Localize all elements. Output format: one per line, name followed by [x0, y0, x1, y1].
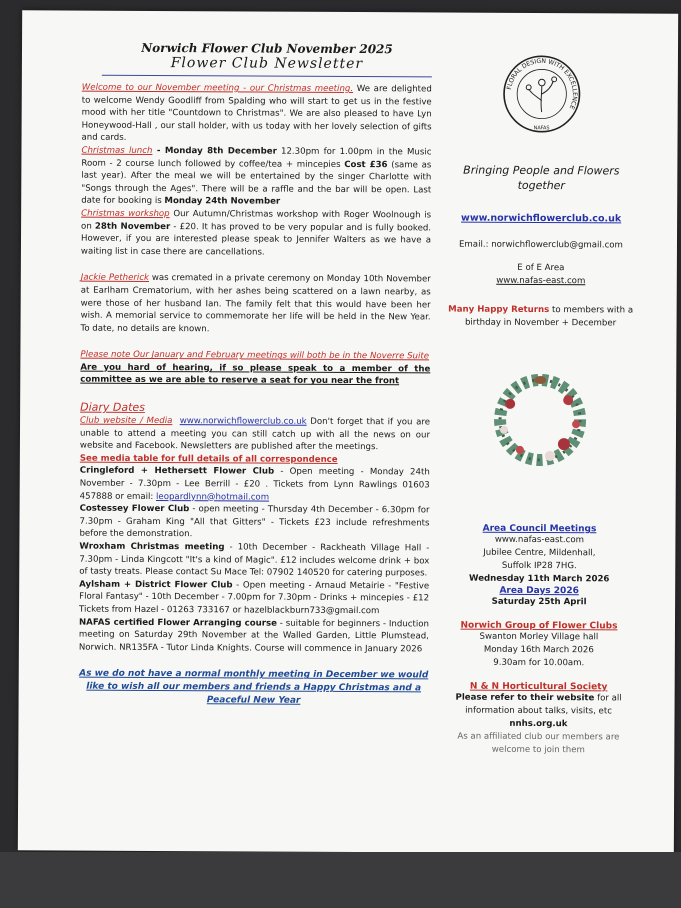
area-council-date: Wednesday 11th March 2026: [469, 573, 610, 585]
media-text: Don't forget that if you are unable to attend a meeting you can still catch up with all the news on our website and Facebook. Newsletters are published after the meetings.: [79, 416, 431, 453]
lunch-text1: 12.30pm for 1.00pm in the Music Room - 2 course lunch followed by coffee/tea + mincepies: [81, 146, 432, 170]
lunch-deadline: Monday 24th November: [164, 196, 281, 207]
website-link[interactable]: www.norwichflowerclub.co.uk: [179, 416, 307, 427]
workshop-paragraph: [81, 208, 431, 260]
area-council-heading: Area Council Meetings: [482, 523, 597, 535]
club-month-title: Norwich Flower Club November 2025: [141, 40, 393, 57]
suite-notice: Please note Our January and February meetings will both be in the Noverre Suite: [80, 349, 430, 362]
event-item: Aylsham + District Flower Club - Open meeting - Arnaud Metairie - "Festive Floral Fantasy" - 10th December - 7.00pm for 7.30pm - Drinks + mincepies - £12 Tickets from Hazel - 01263 733167 or hazelblackburn733@gmail.com: [79, 579, 430, 617]
area-days-heading: Area Days 2026: [499, 585, 579, 597]
area-days-date: Saturday 25th April: [491, 596, 587, 608]
area-council-venue1: Jubilee Centre, Mildenhall,: [483, 547, 596, 559]
logo-bottom-text: NAFAS: [533, 125, 550, 132]
event-item: Costessey Flower Club - open meeting - Thursday 4th December - 6.30pm for 7.30pm - Graham King "All that Gitters" - Tickets £23 include refreshments before the demonstration.: [79, 503, 430, 540]
closing-message: As we do not have a normal monthly meeting in December we would like to wish all our members and friends a Happy Christmas and a Peaceful New Year: [79, 668, 429, 707]
lunch-date: - Monday 8th December: [152, 145, 277, 157]
right-column: [438, 52, 642, 757]
intro-text: We are delighted to welcome Wendy Goodliff from Spalding who will start to get us in the festive mood with her title "Countdown to Christmas". We are also pleased to have Lyn Honeywood-Hall , our stall holder, with us today with her lovely selection of gifts and cards.: [81, 84, 432, 144]
nafas-logo: [501, 53, 583, 135]
hort-heading: N & N Horticultural Society: [469, 681, 608, 693]
email-link[interactable]: leopardlynn@hotmail.com: [156, 491, 270, 503]
workshop-date: 28th November: [94, 221, 171, 232]
logo-ring-text: FLORAL DESIGN WITH EXCELLENCE: [505, 57, 578, 111]
norwich-group-venue: Swanton Morley Village hall: [479, 631, 599, 643]
event-item: NAFAS certified Flower Arranging course - suitable for beginners - Induction meeting on Saturday 29th November at the Walled Garden, Little Plumstead, Norwich. NR135FA - Tutor Linda Knights. Course will commence in January 2026: [78, 617, 430, 655]
intro-heading: Welcome to our November meeting - our Christmas meeting.: [81, 82, 354, 95]
intro-paragraph: [82, 82, 432, 147]
website-link-sidebar[interactable]: www.norwichflowerclub.co.uk: [461, 212, 622, 225]
left-column: [79, 41, 432, 709]
club-email[interactable]: Email.: norwichflowerclub@gmail.com: [458, 239, 623, 251]
event-item: Wroxham Christmas meeting - 10th December - Rackheath Village Hall - 7.30pm - Linda Kingcott "It's a kind of Magic". £12 includes welcome drink + box of tasty treats. Please contact Su Mace Tel: 07902 140520 for catering purposes.: [79, 541, 430, 579]
lunch-cost: Cost £36: [344, 159, 388, 170]
hort-site[interactable]: nnhs.org.uk: [509, 718, 568, 730]
area-name: E of E Area: [517, 262, 565, 274]
norwich-group-date: Monday 16th March 2026: [483, 644, 594, 656]
birthday-message: Many Happy Returns to members with a birthday in November + December: [448, 304, 634, 329]
workshop-text2: - £20. It has proved to be very popular and is fully booked. However, if you are interested please speak to Jennifer Walters as we have a waiting list in case there are cancellations.: [80, 221, 432, 258]
lunch-paragraph: [81, 145, 431, 210]
media-label: Club website / Media: [80, 415, 173, 427]
lunch-text2: (same as last year). After the meal we will be entertained by the singer Charlotte with "Songs through the Ages". There will be a raffle and the bar will be open. Last date for booking is: [81, 159, 432, 207]
event-item: Cringleford + Hethersett Flower Club - Open meeting - Monday 24th November - 7.30pm - Lee Berrill - £20 . Tickets from Lynn Rawlings 01603 457888 or email: leopardlynn@hotmail.com: [79, 466, 430, 503]
workshop-text1: Our Autumn/Christmas workshop with Roger Woolnough is on: [81, 209, 432, 232]
workshop-heading: Christmas workshop: [81, 208, 170, 220]
newsletter-title: Flower Club Newsletter: [170, 55, 364, 73]
newsletter-page: [18, 10, 678, 853]
media-paragraph: [80, 415, 430, 455]
hearing-notice: Are you hard of hearing, if so please speak to a member of the committee as we are able to reserve a seat for you near the front: [80, 362, 431, 387]
media-table-note: See media table for full details of all correspondence: [79, 453, 338, 465]
title-divider: [102, 75, 432, 78]
norwich-group-time: 9.30am for 10.00am.: [493, 657, 585, 669]
obituary-text: was cremated in a private ceremony on Monday 10th November at Earlham Crematorium, with her ashes being scattered on a lawn nearby, as were those of her husband Ian. The family felt that this would have been her wish. A memorial service to commemorate her life will be held in the New Year. To date, no details are known.: [80, 273, 431, 334]
christmas-wreath-image: [480, 360, 601, 481]
area-council-site[interactable]: www.nafas-east.com: [494, 534, 585, 546]
tagline: Bringing People and Flowers together: [463, 163, 620, 193]
background-surface: [0, 852, 681, 908]
hort-info: Please refer to their website for all information about talks, visits, etc: [455, 692, 622, 717]
norwich-group-heading: Norwich Group of Flower Clubs: [460, 620, 618, 632]
area-site[interactable]: www.nafas-east.com: [496, 275, 586, 287]
area-council-venue2: Suffolk IP28 7HG.: [501, 560, 577, 572]
hort-affiliation: As an affiliated club our members are welcome to join them: [457, 731, 620, 756]
diary-heading: Diary Dates: [80, 400, 145, 414]
obituary-paragraph: [81, 272, 431, 337]
obituary-name: Jackie Petherick: [80, 272, 150, 284]
lunch-heading: Christmas lunch: [81, 145, 153, 156]
